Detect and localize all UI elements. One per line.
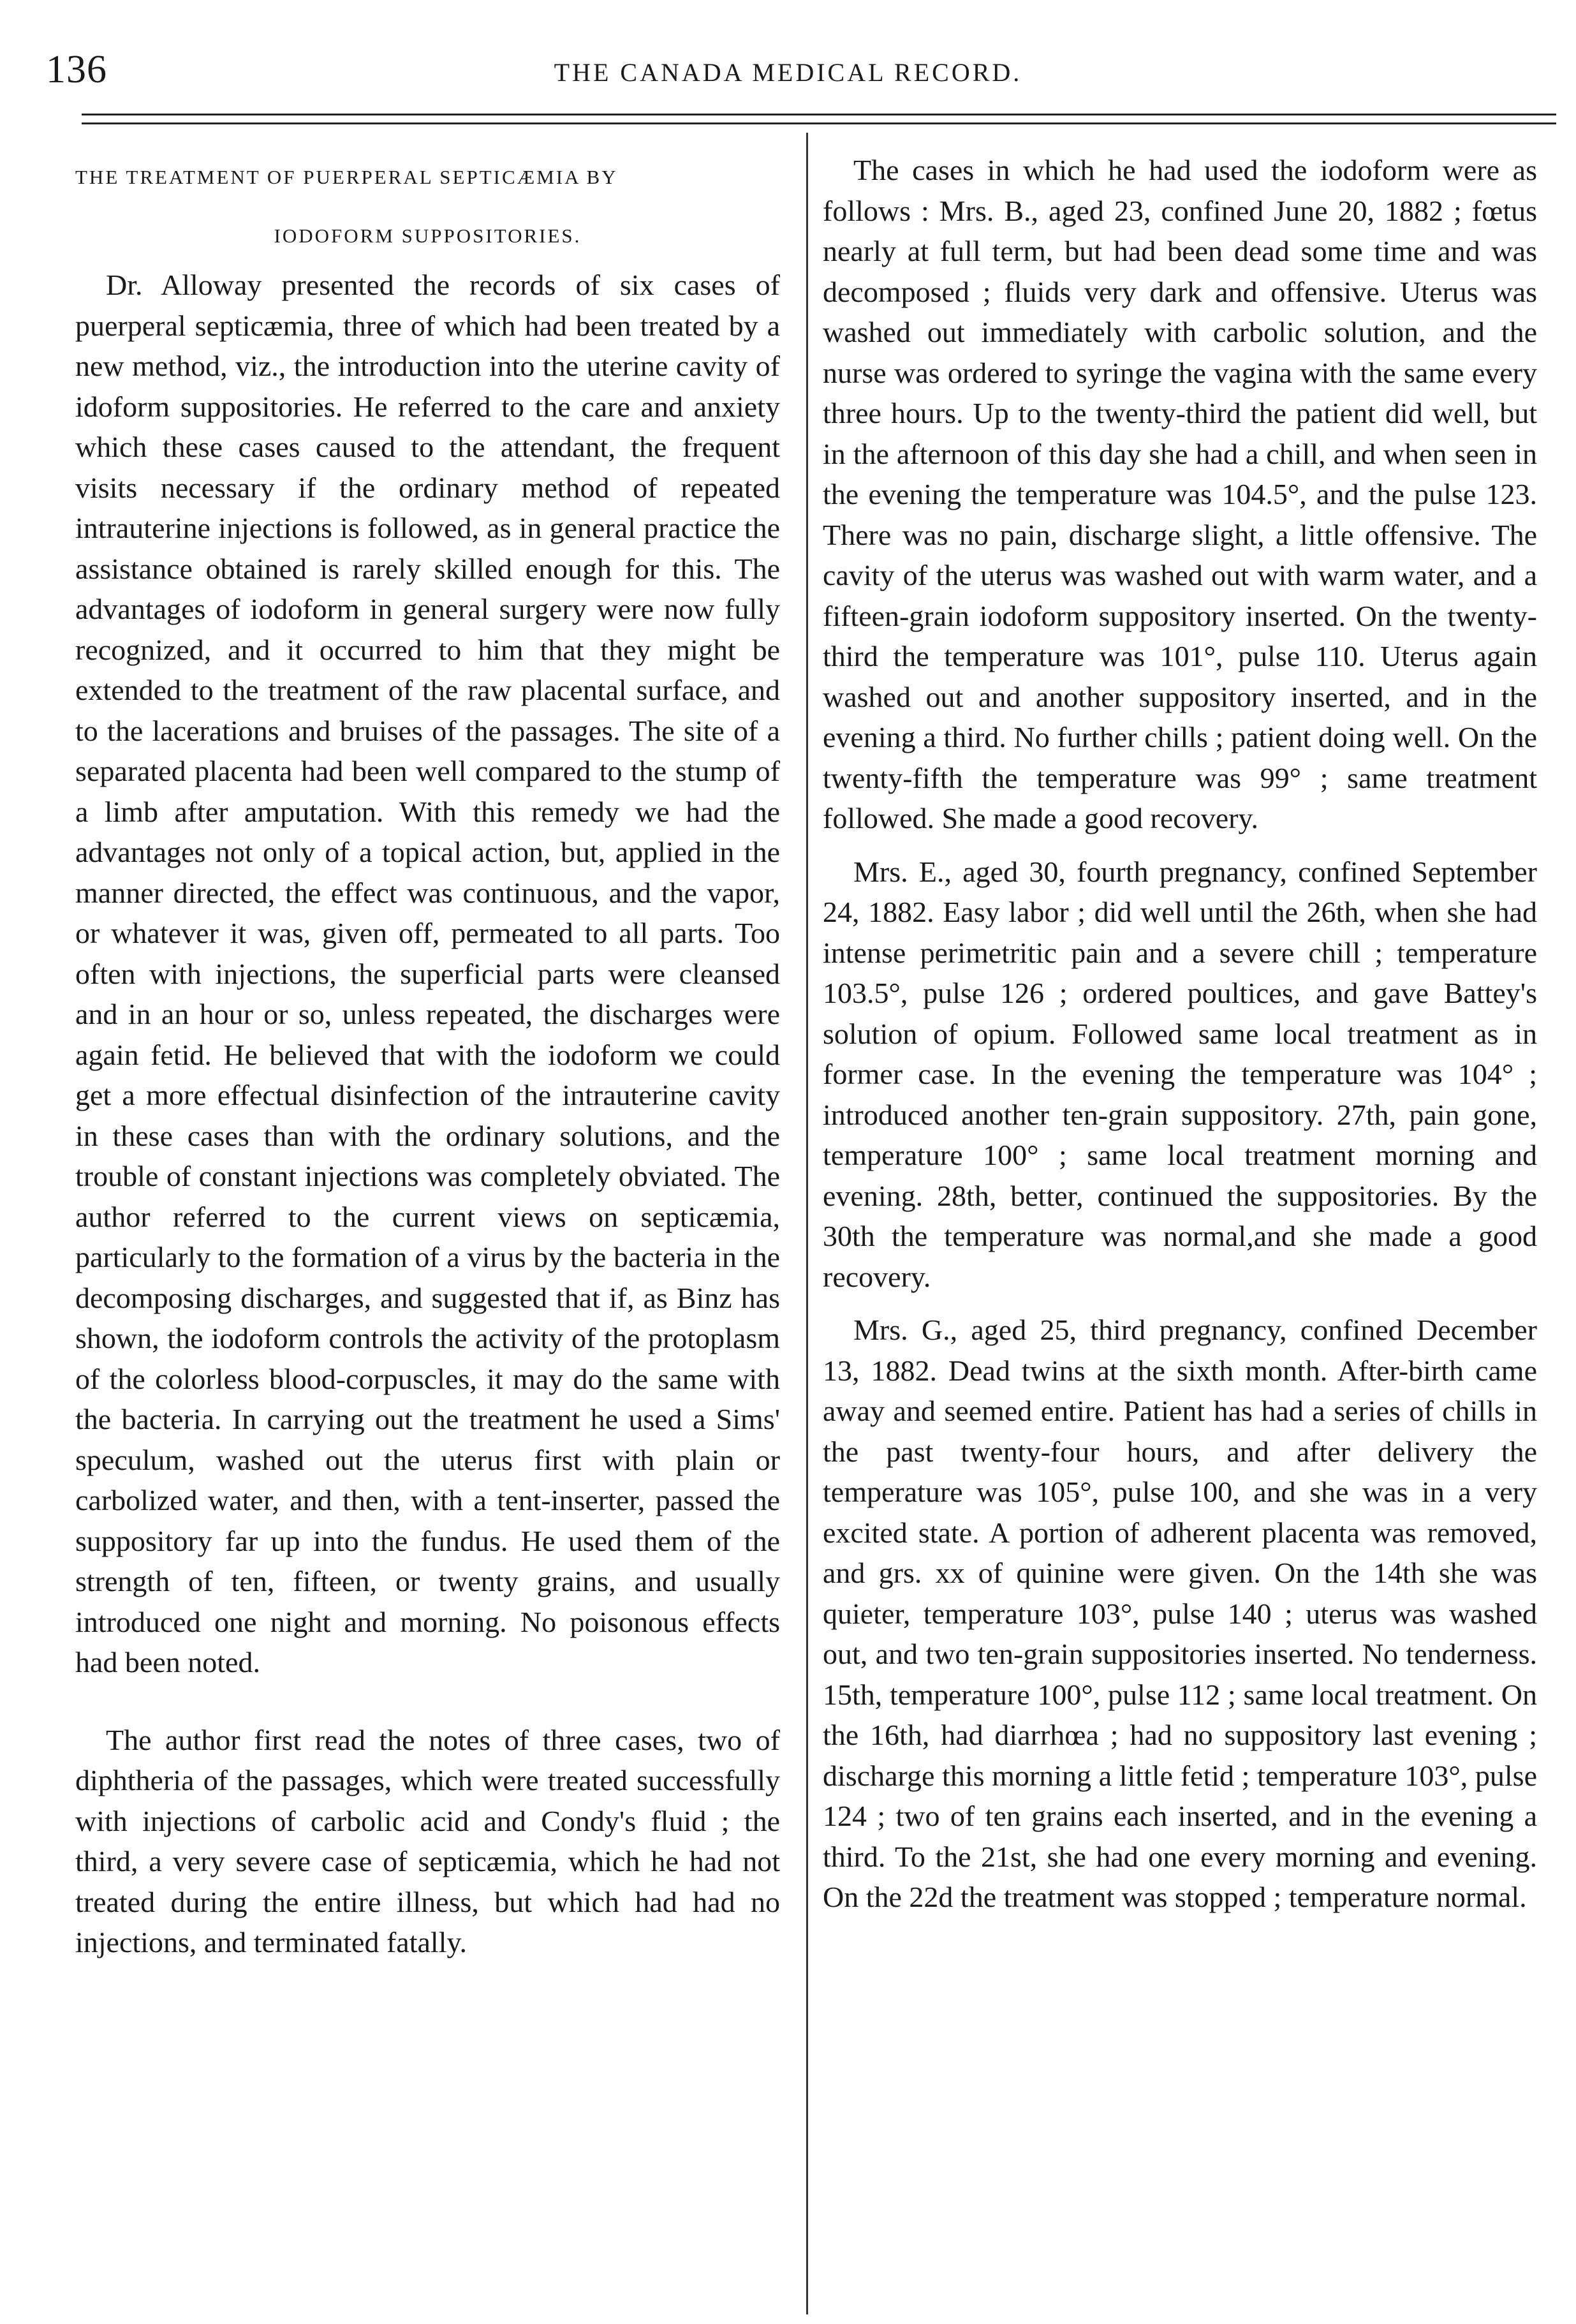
article-title-line-2: IODOFORM SUPPOSITORIES.	[274, 225, 582, 247]
article-title	[75, 163, 780, 251]
right-paragraph-2: Mrs. E., aged 30, fourth pregnancy, confined September 24, 1882. Easy labor ; did well until the 26th, when she had intense perimetritic pain and a severe chill ; temperature 103.5°, pulse 126 ; ordered poultices, and gave Battey's solution of opium. Followed same local treatment as in former case. In the evening the temperature was 104° ; introduced another ten-grain suppository. 27th, pain gone, temperature 100° ; same local treatment morning and evening. 28th, better, continued the suppositories. By the 30th the temperature was normal,and she made a good recovery.	[823, 855, 1537, 1293]
header-rule-bottom	[82, 122, 1556, 124]
right-paragraph-1: The cases in which he had used the iodoform were as follows : Mrs. B., aged 23, confined June 20, 1882 ; fœtus nearly at full term, but had been dead some time and was decomposed ; fluids very dark and offensive. Uterus was washed out immediately with carbolic solution, and the nurse was ordered to syringe the vagina with the same every three hours. Up to the twenty-third the patient did well, but in the afternoon of this day she had a chill, and when seen in the evening the temperature was 104.5°, and the pulse 123. There was no pain, discharge slight, a little offensive. The cavity of the uterus was washed out with warm water, and a fifteen-grain iodoform suppository inserted. On the twenty-third the temperature was 101°, pulse 110. Uterus again washed out and another suppository inserted, and in the evening a third. No further chills ; patient doing well. On the twenty-fifth the temperature was 99° ; same treatment followed. She made a good recovery.	[823, 154, 1537, 834]
right-paragraph-3: Mrs. G., aged 25, third pregnancy, confined December 13, 1882. Dead twins at the sixth month. After-birth came away and seemed entire. Patient has had a series of chills in the past twenty-four hours, and after delivery the temperature was 105°, pulse 100, and she was in a very excited state. A portion of adherent placenta was removed, and grs. xx of quinine were given. On the 14th she was quieter, temperature 103°, pulse 140 ; uterus was washed out, and two ten-grain suppositories inserted. No tenderness. 15th, temperature 100°, pulse 112 ; same local treatment. On the 16th, had diarrhœa ; had no suppository last evening ; discharge this morning a little fetid ; temperature 103°, pulse 124 ; two of ten grains each inserted, and in the evening a third. To the 21st, she had one every morning and evening. On the 22d the treatment was stopped ; temperature normal.	[823, 1314, 1537, 1913]
column-divider	[806, 133, 808, 2314]
left-paragraph-1: Dr. Alloway presented the records of six cases of puerperal septicæmia, three of which had been treated by a new method, viz., the introduction into the uterine cavity of idoform suppositories. He referred to the care and anxiety which these cases caused to the attendant, the frequent visits necessary if the ordinary method of repeated intrauterine injections is followed, as in general practice the assistance obtained is rarely skilled enough for this. The advantages of iodoform in general surgery were now fully recognized, and it occurred to him that they might be extended to the treatment of the raw placental surface, and to the lacerations and bruises of the passages. The site of a separated placenta had been well compared to the stump of a limb after amputation. With this remedy we had the advantages not only of a topical action, but, applied in the manner directed, the effect was continuous, and the vapor, or whatever it was, given off, permeated to all parts. Too often with injections, the superficial parts were cleansed and in an hour or so, unless repeated, the discharges were again fetid. He believed that with the iodoform we could get a more effectual disinfection of the intrauterine cavity in these cases than with the ordinary solutions, and the trouble of constant injections was completely obviated. The author referred to the current views on septicæmia, particularly to the formation of a virus by the bacteria in the decomposing discharges, and suggested that if, as Binz has shown, the iodoform controls the activity of the protoplasm of the colorless blood-corpuscles, it may do the same with the bacteria. In carrying out the treatment he used a Sims' speculum, washed out the uterus first with plain or carbolized water, and then, with a tent-inserter, passed the suppository far up into the fundus. He used them of the strength of ten, fifteen, or twenty grains, and usually introduced one night and morning. No poisonous effects had been noted.	[75, 269, 780, 1678]
left-column	[75, 163, 780, 1963]
right-column	[823, 150, 1537, 1918]
left-paragraph-2: The author first read the notes of three cases, two of diphtheria of the passages, which were treated successfully with injections of carbolic acid and Condy's fluid ; the third, a very severe case of septicæmia, which he had not treated during the entire illness, but which had had no injections, and terminated fatally.	[75, 1723, 780, 1958]
running-head: THE CANADA MEDICAL RECORD.	[554, 58, 1022, 87]
article-title-line-1: THE TREATMENT OF PUERPERAL SEPTICÆMIA BY	[75, 166, 618, 188]
page-number: 136	[46, 48, 107, 91]
header-rule-top	[82, 114, 1556, 115]
